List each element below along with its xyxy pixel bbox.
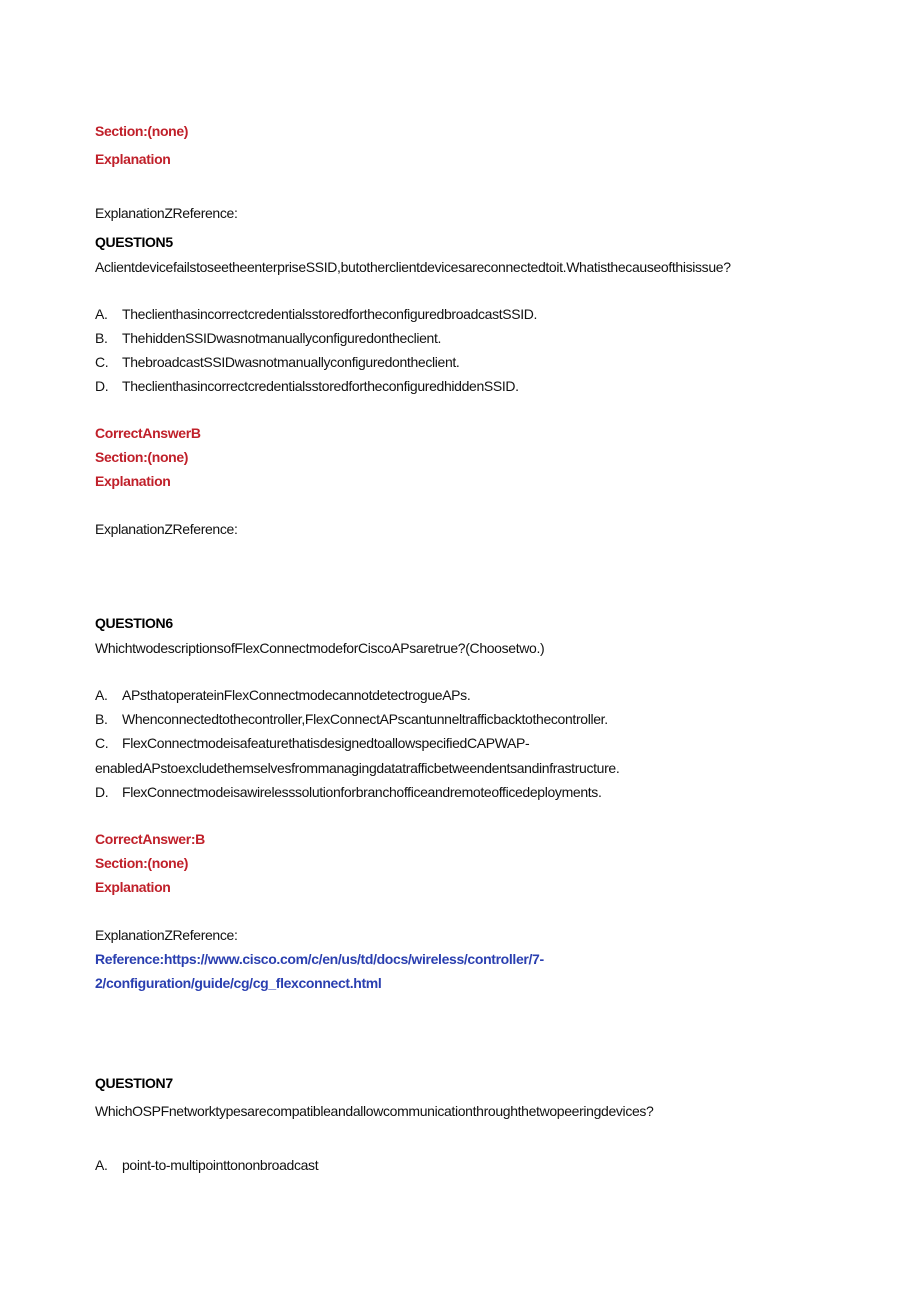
- option-letter: B.: [95, 711, 108, 727]
- explanation-label: Explanation: [95, 879, 171, 895]
- correct-answer: CorrectAnswer:B: [95, 831, 205, 847]
- explanation-label: Explanation: [95, 151, 171, 167]
- section-label: Section:(none): [95, 123, 189, 139]
- option-text: point-to-multipointtononbroadcast: [122, 1157, 319, 1173]
- option-text: ThehiddenSSIDwasnotmanuallyconfiguredontheclient.: [122, 330, 442, 346]
- option-letter: D.: [95, 378, 109, 394]
- option-letter: A.: [95, 306, 108, 322]
- question-text: WhichOSPFnetworktypesarecompatibleandallowcommunicationthroughthetwopeeringdevices?: [95, 1103, 654, 1119]
- answer-option: [95, 1156, 318, 1174]
- answer-option: [95, 710, 608, 728]
- explanation-reference: ExplanationZReference:: [95, 521, 238, 537]
- option-letter: C.: [95, 735, 109, 751]
- option-letter: A.: [95, 1157, 108, 1173]
- option-text: APsthatoperateinFlexConnectmodecannotdetectrogueAPs.: [122, 687, 471, 703]
- reference-link[interactable]: Reference:https://www.cisco.com/c/en/us/td/docs/wireless/controller/7-: [95, 951, 544, 967]
- question-title: QUESTION6: [95, 615, 173, 631]
- answer-option: [95, 783, 602, 801]
- correct-answer: CorrectAnswerB: [95, 425, 201, 441]
- question-text: WhichtwodescriptionsofFlexConnectmodeforCiscoAPsaretrue?(Choosetwo.): [95, 640, 545, 656]
- option-letter: B.: [95, 330, 108, 346]
- answer-option: [95, 377, 519, 395]
- section-label: Section:(none): [95, 855, 189, 871]
- answer-option: [95, 353, 459, 371]
- option-text: TheclienthasincorrectcredentialsstoredfortheconfiguredhiddenSSID.: [122, 378, 519, 394]
- answer-option: [95, 329, 441, 347]
- answer-option: [95, 686, 470, 704]
- explanation-label: Explanation: [95, 473, 171, 489]
- option-text: TheclienthasincorrectcredentialsstoredfortheconfiguredbroadcastSSID.: [122, 306, 538, 322]
- option-text: FlexConnectmodeisafeaturethatisdesignedtoallowspecifiedCAPWAP-: [122, 735, 530, 751]
- answer-option: [95, 734, 529, 752]
- question-title: QUESTION5: [95, 234, 173, 250]
- explanation-reference: ExplanationZReference:: [95, 927, 238, 943]
- option-text-continued: enabledAPstoexcludethemselvesfrommanagingdatatrafficbetweendentsandinfrastructure.: [95, 760, 620, 776]
- explanation-reference: ExplanationZReference:: [95, 205, 238, 221]
- option-letter: A.: [95, 687, 108, 703]
- option-text: ThebroadcastSSIDwasnotmanuallyconfiguredontheclient.: [122, 354, 460, 370]
- question-text: AclientdevicefailstoseetheenterpriseSSID,butotherclientdevicesareconnectedtoit.Whatisthecauseofthisissue?: [95, 259, 731, 275]
- option-letter: C.: [95, 354, 109, 370]
- answer-option: [95, 305, 537, 323]
- question-title: QUESTION7: [95, 1075, 173, 1091]
- option-letter: D.: [95, 784, 109, 800]
- option-text: FlexConnectmodeisawirelesssolutionforbranchofficeandremoteofficedeployments.: [122, 784, 602, 800]
- option-text: Whenconnectedtothecontroller,FlexConnectAPscantunneltrafficbacktothecontroller.: [122, 711, 608, 727]
- reference-link-continued[interactable]: 2/configuration/guide/cg/cg_flexconnect.html: [95, 975, 382, 991]
- section-label: Section:(none): [95, 449, 189, 465]
